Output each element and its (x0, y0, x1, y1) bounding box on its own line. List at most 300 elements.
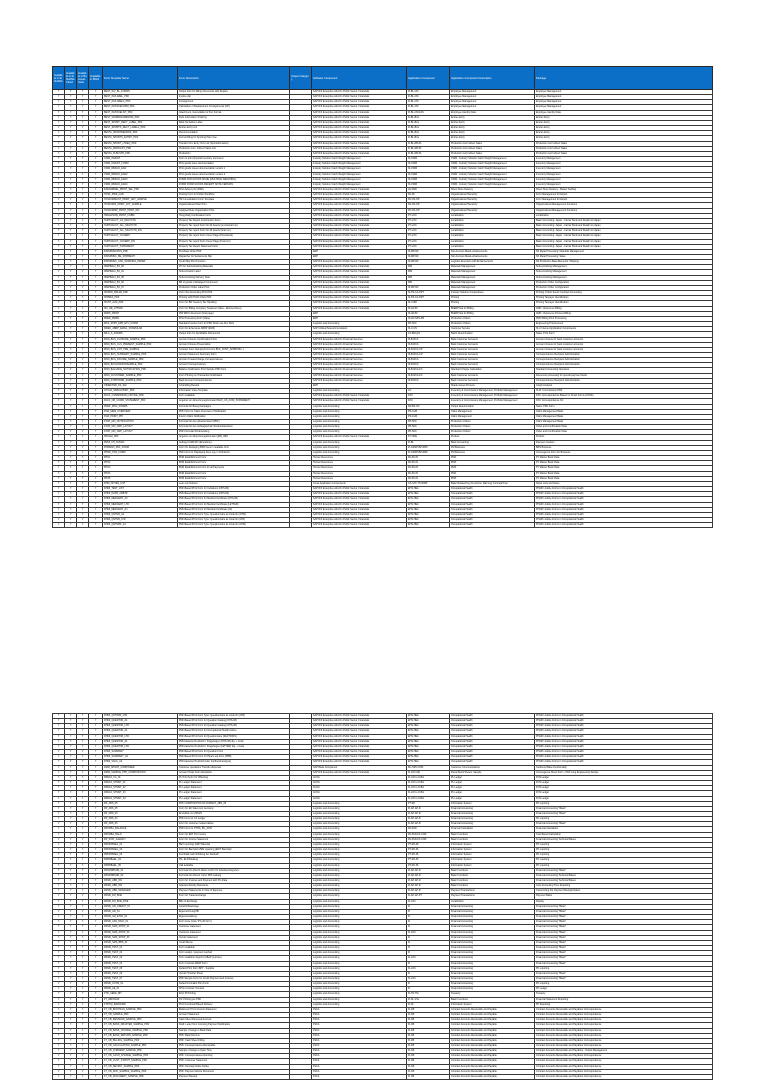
table-cell: Y (65, 265, 77, 270)
table-cell: Logistics and Accounting (312, 884, 407, 889)
table-cell: Y (77, 131, 89, 136)
table-cell: Y (89, 517, 103, 522)
table-cell: PDEP_MOC_FORMS (103, 404, 178, 409)
table-cell: Information Voice Template (178, 389, 290, 394)
table-cell: Y (65, 492, 77, 497)
table-cell: Y (77, 440, 89, 445)
table-cell: Y (65, 430, 77, 435)
table-cell: Y (89, 729, 103, 734)
table-cell: Employee Management (450, 105, 535, 110)
table-cell: Logistics and Accounting (312, 837, 407, 842)
table-cell: Y (65, 858, 77, 863)
table-cell: EHS-HEA (407, 502, 450, 507)
table-cell: Y (77, 378, 89, 383)
table-cell: Y (53, 848, 65, 853)
table-cell: RPCRBA_BALN (103, 832, 178, 837)
table-cell: Y (65, 719, 77, 724)
table-cell: Logistics and Accounting (312, 842, 407, 847)
table-cell: Localization (535, 213, 713, 218)
table-cell: Y (89, 445, 103, 450)
table-cell: PA-OS-OP (407, 203, 450, 208)
table-cell: Financial Accounting "Basis" (535, 940, 713, 945)
table-cell: Sample: Change in Bank Data (178, 1028, 290, 1033)
table-cell: HUPTAACCT_CA_MULTCTN (103, 218, 178, 223)
table-cell: IS-B-RCA-CP (407, 347, 450, 352)
table-cell: Y (65, 218, 77, 223)
table-cell: RPGB_TEST_05 (103, 966, 178, 971)
table-cell: FI-LOC (407, 930, 450, 935)
table-cell: Y (65, 775, 77, 780)
table-cell: Y (53, 193, 65, 198)
table-cell: Y (89, 935, 103, 940)
table-cell: Y (77, 218, 89, 223)
table-cell: Y (53, 445, 65, 450)
table-cell: FSCA (312, 1028, 407, 1033)
table-cell: Form for customer related tables (178, 822, 290, 827)
table-cell: Y (89, 714, 103, 719)
table-cell: Y (89, 858, 103, 863)
table-cell: Standard Charge Calculation (450, 368, 535, 373)
table-cell: Production (178, 151, 290, 156)
table-cell: Y (89, 420, 103, 425)
table-cell: Y (65, 976, 77, 981)
table-cell: Y (77, 848, 89, 853)
table-cell: Y (53, 363, 65, 368)
table-cell: Y (65, 234, 77, 239)
table-cell: AMD - Reference Billing (535, 306, 713, 311)
table-cell: Y (53, 714, 65, 719)
table-cell: PHAID: Adobe Forms in Occupational Health (535, 719, 713, 724)
table-cell: Y (53, 383, 65, 388)
table-cell: FSCA (312, 1049, 407, 1054)
table-cell: Y (89, 961, 103, 966)
table-cell: Information System (450, 853, 535, 858)
table-cell: HR Consolidation Form Template (178, 198, 290, 203)
table-cell: Y (53, 260, 65, 265)
table-cell: Y (65, 95, 77, 100)
table-cell: FI-LOC (407, 966, 450, 971)
table-cell: Production List Indirect Sales (450, 146, 535, 151)
table-cell: Y (77, 951, 89, 956)
table-cell: RHMI_QSTNR_A4 (103, 512, 178, 517)
table-cell: PL Ledger (450, 796, 535, 801)
table-cell: IS-CWM (407, 177, 450, 182)
table-cell: PY-LOC (407, 229, 450, 234)
table-cell: Entries Entry (535, 115, 713, 120)
table-cell: Payment Transactions (450, 894, 535, 899)
table-cell: RP_ABS_05 (103, 822, 178, 827)
table-cell: RHMI_QUESTNR_A4 (103, 729, 178, 734)
table-cell: Financial Accounting (450, 940, 535, 945)
table-cell: Y (77, 239, 89, 244)
table-cell: Convergence Form for Business (535, 450, 713, 455)
table-cell: Y (77, 517, 89, 522)
table-cell: Formular für den Arbeitsentwurf (PDF) (178, 420, 290, 425)
table-cell: PDF: Cash Sheet Filling (178, 1038, 290, 1043)
table-cell: FSCA (312, 1038, 407, 1043)
table-cell: FTR_GENE_BH (103, 992, 178, 997)
table-cell: Employee Management (450, 95, 535, 100)
table-cell: Financial Accounting "Basis" (535, 956, 713, 961)
table-cell: PDF COMPOSITION OF FORMAT_ABS_05 (178, 801, 290, 806)
table-cell: Y (65, 105, 77, 110)
table-cell: Occupational Health (450, 487, 535, 492)
table-cell: Y (89, 404, 103, 409)
table-cell: FI-CB (407, 1059, 450, 1064)
table-cell: Industry Solution Catch Weight Management (312, 172, 407, 177)
table-cell: Y (65, 358, 77, 363)
table-cell: FSCA (312, 1033, 407, 1038)
table-cell: Y (89, 203, 103, 208)
table-cell: Y (65, 822, 77, 827)
table-cell: RPGB_ABB_INV (103, 879, 178, 884)
table-cell: PY-ODE (407, 435, 450, 440)
table-cell: Y (65, 791, 77, 796)
table-cell: Y (53, 249, 65, 254)
table-cell: Financial Accounting (450, 956, 535, 961)
table-cell: Y (77, 141, 89, 146)
table-cell: Y (53, 476, 65, 481)
table-cell: Y (77, 853, 89, 858)
table-cell: PDF-Based Print Form for Invitations (OHS-IM) (178, 487, 290, 492)
table-cell: PHAID: Adobe Forms in Occupational Health (535, 729, 713, 734)
table-cell: Default Print Form BFT - Supplier (178, 966, 290, 971)
table-cell: HUPTAACCT_STATEMENT (103, 244, 178, 249)
table-cell: Formblatt nach Erfüllung der Zeitbuch (178, 853, 290, 858)
table-cell: Y (89, 997, 103, 1002)
table-cell: Sales: Print Form (535, 332, 713, 337)
table-cell: Controlling Receipt (178, 383, 290, 388)
table-cell: Adjusted Activity Relevance (178, 884, 290, 889)
table-cell: FI-CB (407, 1064, 450, 1069)
table-cell: Inventory Management (535, 167, 713, 172)
table-cell: Y (77, 976, 89, 981)
table-cell: BI/ERP Eta for Billing (450, 311, 535, 316)
table-cell: FT_CB_CORRESP_SAMPLE_PDF (103, 1049, 178, 1054)
table-cell: Gutschriftsanzeige (178, 904, 290, 909)
table-cell: Y (89, 141, 103, 146)
table-cell: Logistics and Accounting (312, 909, 407, 914)
table-cell: FI-BL-RB-PL (407, 141, 450, 146)
table-cell: Y (53, 946, 65, 951)
table-cell: Y (77, 347, 89, 352)
column-header: Application Component Description (450, 67, 535, 90)
table-cell: BRS Business (535, 445, 713, 450)
table-cell: IS-CWM (407, 167, 450, 172)
table-cell: Y (77, 466, 89, 471)
table-cell: Y (77, 224, 89, 229)
table-cell: Form Tax Accounting Print PDF (178, 291, 290, 296)
table-cell: FI-AP-AP-R (407, 879, 450, 884)
table-cell: PDF-Based Print Form for Question Catalog (OHS-IM) (178, 719, 290, 724)
table-cell: SAP R/3 Enterprise Add-On Public Sector, Financials (312, 724, 407, 729)
table-cell: RPGB_FM_BOE (103, 894, 178, 899)
table-cell: Industry Solution Cooperatives (450, 291, 535, 296)
table-cell: Correspondence Recipient Administration (535, 363, 713, 368)
table-cell: Y (53, 1059, 65, 1064)
table-cell: Interim Claim Notification (178, 414, 290, 419)
table-cell: SAP R/3 Enterprise Add-On Public Sector, Financials (312, 512, 407, 517)
table-cell: SAP R/3 Enterprise Add-On Public Sector, Financials (312, 291, 407, 296)
table-cell: Logistics and Accounting (312, 879, 407, 884)
table-cell: CWM_WMGOI_EAN3 (103, 177, 178, 182)
table-cell: Y (89, 842, 103, 847)
table-cell: Basic Functions (450, 832, 535, 837)
table-cell: Y (65, 249, 77, 254)
table-cell: MNN_BALANCE_NOTIFICATION_PDF (103, 368, 178, 373)
table-cell: Y (53, 1023, 65, 1028)
table-cell: Correspondence Recipient Administration (535, 358, 713, 363)
table-cell: Y (77, 775, 89, 780)
table-cell: Y (65, 481, 77, 486)
table-cell: Y (65, 744, 77, 749)
table-cell: Form for E-Services ABRP (2020) (178, 327, 290, 332)
table-cell: Y (53, 126, 65, 131)
table-cell: Y (65, 162, 77, 167)
table-cell: Y (53, 827, 65, 832)
table-cell: SAP R/3 Enterprise Add-On Public Sector, Financials (312, 734, 407, 739)
table-cell: Y (53, 1028, 65, 1033)
table-cell: Y (65, 1044, 77, 1049)
table-cell: Y (65, 842, 77, 847)
table-cell: Y (53, 120, 65, 125)
table-cell: Y (77, 729, 89, 734)
table-cell: PA-PA-IN (407, 461, 450, 466)
table-cell: Output Determination (450, 404, 535, 409)
table-cell: PHAID: Adobe Forms in Occupational Health (535, 755, 713, 760)
table-cell: Y (53, 997, 65, 1002)
table-cell: Logistics and Accounting (312, 961, 407, 966)
table-cell: Y (53, 425, 65, 430)
table-cell: Mark Ssl Addon Label (178, 120, 290, 125)
column-header: Form Description (178, 67, 290, 90)
table-cell: Y (53, 172, 65, 177)
table-cell: Y (65, 517, 77, 522)
table-cell: Y (89, 265, 103, 270)
column-header: Form Template Name (103, 67, 178, 90)
table-cell: PY-LOC (407, 218, 450, 223)
table-cell: Entries Entry (535, 126, 713, 131)
table-cell: Y (65, 182, 77, 187)
table-cell: PPO4 (103, 471, 178, 476)
table-cell: PHAID: Adobe Forms in Occupational Health (535, 502, 713, 507)
table-cell: Y (89, 873, 103, 878)
table-cell: Y (53, 141, 65, 146)
table-cell: Occupational Health (450, 492, 535, 497)
table-cell: PL Ledger Statement (178, 796, 290, 801)
table-cell: IS-B-RCA (407, 358, 450, 363)
table-cell: Y (89, 146, 103, 151)
table-cell: BESTA_SPORTS_ENTRY_PDF (103, 136, 178, 141)
table-cell: FI (407, 961, 450, 966)
table-cell: Y (53, 729, 65, 734)
table-cell: RPGB_TEST_06 (103, 971, 178, 976)
table-cell: RPEC2_CA_01 (103, 775, 178, 780)
table-cell: SAP R/3 Enterprise Add-On Public Sector, Financials (312, 394, 407, 399)
table-cell: Y (89, 456, 103, 461)
table-cell: Y (77, 714, 89, 719)
table-cell: EHS-HEA (407, 724, 450, 729)
table-cell: Print goods issues documentation version 1 (178, 167, 290, 172)
table-cell: PDF Form for Displaying Fees reg. in Ordnbuch (178, 450, 290, 455)
table-cell: Y (65, 347, 77, 352)
table-cell: Y (89, 316, 103, 321)
table-cell: Y (53, 301, 65, 306)
table-cell: RHM_NOTES_LIST (103, 481, 178, 486)
table-cell: Y (89, 322, 103, 327)
table-cell: Y (89, 817, 103, 822)
table-cell: SAP R/3 Enterprise Add-On Public Sector, Financials (312, 270, 407, 275)
table-cell: PT-RC-PL (407, 858, 450, 863)
table-cell: Y (65, 853, 77, 858)
table-cell: Logistics and Accounting (312, 420, 407, 425)
table-cell: Y (77, 105, 89, 110)
table-cell: PMO Billing Print Processing (535, 316, 713, 321)
table-cell: Y (77, 157, 89, 162)
table-cell: Y (65, 213, 77, 218)
table-cell: Financial Accounting "Basis" (535, 946, 713, 951)
table-cell: Logistics and Accounting (312, 389, 407, 394)
table-cell: Y (89, 481, 103, 486)
table-cell: Y (77, 126, 89, 131)
table-cell: Bank Customer Accounts (450, 363, 535, 368)
table-cell: Y (77, 966, 89, 971)
table-cell: EHS-HEA (407, 729, 450, 734)
table-cell: CWM - Industry Solution Catch Weight Management (450, 182, 535, 187)
table-cell: Property Tax report Form Cover Page (Provisional) (178, 234, 290, 239)
table-cell: Y (77, 1049, 89, 1054)
table-cell: Y (65, 368, 77, 373)
table-cell: Y (89, 1033, 103, 1038)
table-cell: Contract Accounts Receivable and Payable (450, 1059, 535, 1064)
table-cell: Y (89, 383, 103, 388)
table-cell: SAP R/3 Enterprise Add-On Public Sector, Financials (312, 497, 407, 502)
table-cell: Y (77, 760, 89, 765)
table-cell: Y (53, 987, 65, 992)
table-cell: RPGB_ASS_DIGC_01 (103, 920, 178, 925)
table-cell: Y (89, 920, 103, 925)
table-cell: PA-OS-OP (407, 198, 450, 203)
table-cell: PA-PA-IN (407, 476, 450, 481)
table-cell: RPGB_FM_BOE_BOE (103, 899, 178, 904)
table-cell: PO for Subcontracting Materials (178, 265, 290, 270)
table-cell: Y (77, 827, 89, 832)
table-cell: Y (53, 136, 65, 141)
column-header: Software Component (312, 67, 407, 90)
table-cell: Financial Accounting (450, 817, 535, 822)
table-cell: Logistics and Accounting (312, 925, 407, 930)
table-cell: Non-Ferrous Metal enhancements (450, 255, 535, 260)
table-cell: Y (65, 940, 77, 945)
table-cell: Entries Entry (535, 120, 713, 125)
table-cell: Y (89, 739, 103, 744)
table-cell: RPRRBAEL_05 (103, 863, 178, 868)
table-cell: PP-SFC (407, 425, 450, 430)
table-cell: FT_WRITECR (103, 997, 178, 1002)
table-cell: PPO2 (103, 461, 178, 466)
table-cell: PDF-Based Print Form Type: Questionnaire as Code No (OHS) (178, 523, 290, 528)
table-cell: Angebot von Abrechnungsformular QRB_ABO (178, 435, 290, 440)
table-cell: PT-RC-PL (407, 863, 450, 868)
table-cell: RPEC2_STMNT_02 (103, 786, 178, 791)
table-cell: Order and Confirmation Data (535, 425, 713, 430)
table-cell: Y (65, 1059, 77, 1064)
table-cell: FI-LOC-DE (407, 770, 450, 775)
table-cell: Document processing for special payment fields (535, 373, 713, 378)
table-cell: Y (77, 492, 89, 497)
table-cell: Logistics and Accounting (312, 811, 407, 816)
table-cell: PL Ledger (450, 775, 535, 780)
table-cell: PY Master Basic Data (535, 466, 713, 471)
table-cell: SAP R/3 Enterprise Add-On Public Sector, Financials (312, 770, 407, 775)
table-cell: SAP R/3 Enterprise Add-On Public Sector, Financials (312, 229, 407, 234)
table-cell: Engineering Procurement (535, 322, 713, 327)
table-cell: FSCA (312, 1059, 407, 1064)
table-cell: Inventory & Commissions Management, Portfolio Management (450, 399, 535, 404)
table-cell: RPFRXBAEL_03 (103, 853, 178, 858)
table-cell: Y (53, 157, 65, 162)
table-cell: Bank Account Correspondence (178, 378, 290, 383)
table-cell: Financial Accounting "Basis" (535, 806, 713, 811)
table-cell: Logistics and Accounting (312, 966, 407, 971)
table-cell: EHS-HEA (407, 719, 450, 724)
table-cell: Logistics and Accounting (312, 899, 407, 904)
table-cell: Y (77, 487, 89, 492)
table-cell: Y (65, 765, 77, 770)
table-cell: Y (89, 358, 103, 363)
table-cell: PDF-basierter Druckformular: Impfbescheinigung (178, 760, 290, 765)
table-cell: Y (65, 734, 77, 739)
table-cell: FT_CB_RESSURN_SAMPLE_PDF (103, 1018, 178, 1023)
table-cell: RHMI_QSTNPR_LTR (103, 714, 178, 719)
table-cell: Y (77, 445, 89, 450)
table-cell: Y (65, 461, 77, 466)
table-cell: EHS-HEA (407, 497, 450, 502)
table-cell: Y (77, 1028, 89, 1033)
table-cell: Printing with PSCD Chart PDF (178, 296, 290, 301)
table-cell: FI (407, 951, 450, 956)
table-cell: Y (77, 456, 89, 461)
table-cell: Y (77, 399, 89, 404)
table-cell: Product (535, 435, 713, 440)
table-cell: Y (53, 296, 65, 301)
table-cell: Y (53, 146, 65, 151)
table-cell: Y (65, 291, 77, 296)
table-cell: Y (77, 719, 89, 724)
table-cell: Y (77, 146, 89, 151)
table-cell: Customer Service (450, 327, 535, 332)
table-cell: Y (77, 110, 89, 115)
table-cell: Form for Trade Exchange (178, 894, 290, 899)
table-cell: FSCA (312, 1023, 407, 1028)
table-cell: Y (53, 868, 65, 873)
table-cell: LO-BM-QO (407, 332, 450, 337)
table-cell: Y (89, 229, 103, 234)
table-cell: Y (77, 1002, 89, 1007)
table-cell: Y (65, 879, 77, 884)
table-cell: MILA_S_FORMS (103, 332, 178, 337)
table-cell: PF Ledger (535, 987, 713, 992)
table-cell: Y (89, 363, 103, 368)
table-cell: SAP R/3 Enterprise Add-On Public Sector, Financials (312, 131, 407, 136)
table-cell: Bank Customer Accounts (450, 358, 535, 363)
table-cell: Y (65, 714, 77, 719)
table-cell: Logistics and Accounting (312, 450, 407, 455)
table-cell: Y (89, 894, 103, 899)
table-cell: Account Statement (178, 1013, 290, 1018)
table-cell: Y (89, 837, 103, 842)
table-cell: Sample: Change to Open Time (178, 1049, 290, 1054)
